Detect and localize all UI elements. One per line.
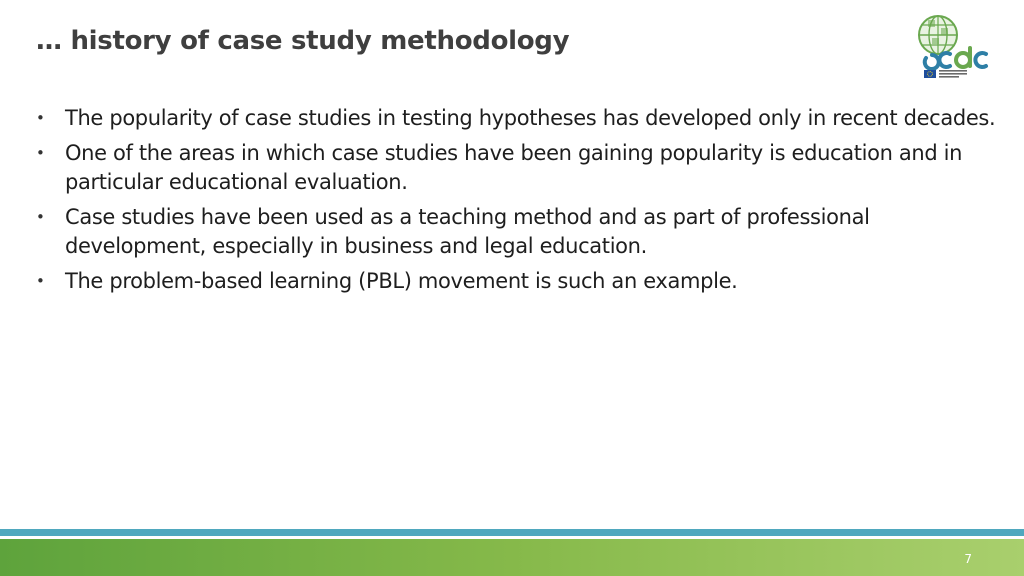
bullet-text: One of the areas in which case studies have been gaining popularity is education and in particular educational evaluation. xyxy=(65,141,963,194)
bullet-text: The popularity of case studies in testing hypotheses has developed only in recent decades. xyxy=(65,106,996,130)
bullet-item xyxy=(36,104,996,133)
bullet-marker: • xyxy=(36,144,45,162)
bullet-marker: • xyxy=(36,109,45,127)
bullet-item xyxy=(36,139,996,197)
slide-title: … history of case study methodology xyxy=(36,26,570,56)
bullet-list xyxy=(36,104,996,302)
bullet-marker: • xyxy=(36,272,45,290)
footer-green-band xyxy=(0,539,1024,576)
bullet-marker: • xyxy=(36,208,45,226)
footer-blue-band xyxy=(0,529,1024,536)
bullet-text: The problem-based learning (PBL) movement is such an example. xyxy=(65,269,738,293)
bullet-item xyxy=(36,267,996,296)
bullet-item xyxy=(36,203,996,261)
bullet-text: Case studies have been used as a teaching method and as part of professional development, especially in business and legal education. xyxy=(65,205,870,258)
ecdc-logo-icon xyxy=(910,8,994,80)
page-number: 7 xyxy=(964,552,972,566)
